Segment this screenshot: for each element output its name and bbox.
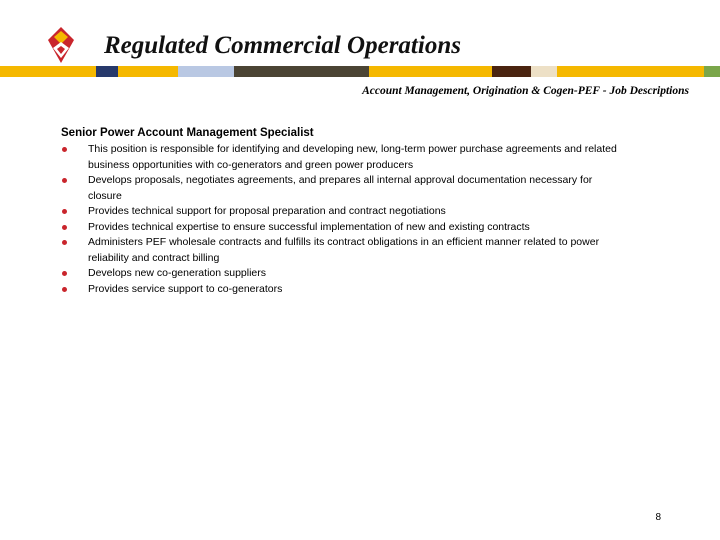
bullet-dot-icon <box>62 147 67 152</box>
bullet-text: Develops proposals, negotiates agreements, and prepares all internal approval documentation necessary for closure <box>88 174 593 202</box>
color-stripe <box>0 66 720 77</box>
stripe-segment <box>369 66 492 77</box>
stripe-segment <box>118 66 178 77</box>
bullet-text: Develops new co-generation suppliers <box>88 267 267 279</box>
job-description <box>61 126 621 297</box>
bullet-text: Provides technical support for proposal preparation and contract negotiations <box>88 205 446 217</box>
stripe-segment <box>557 66 704 77</box>
page-title: Regulated Commercial Operations <box>104 32 461 59</box>
bullet-dot-icon <box>62 240 67 245</box>
bullet-dot-icon <box>62 225 67 230</box>
list-item <box>61 266 621 282</box>
stripe-segment <box>234 66 369 77</box>
stripe-segment <box>492 66 531 77</box>
bullet-list <box>61 142 621 297</box>
bullet-text: Provides service support to co-generators <box>88 282 283 295</box>
page-number: 8 <box>655 512 661 523</box>
list-item <box>61 220 621 236</box>
list-item <box>61 142 621 173</box>
list-item <box>61 282 621 298</box>
bullet-dot-icon <box>62 287 67 292</box>
progress-energy-logo-icon <box>48 27 74 63</box>
stripe-segment <box>531 66 557 77</box>
list-item <box>61 204 621 220</box>
stripe-segment <box>0 66 96 77</box>
list-item <box>61 173 621 204</box>
bullet-dot-icon <box>62 271 67 276</box>
stripe-segment <box>96 66 118 77</box>
bullet-text: Provides technical expertise to ensure successful implementation of new and existing contracts <box>88 220 530 233</box>
bullet-dot-icon <box>62 209 67 214</box>
section-heading: Senior Power Account Management Specialist <box>61 127 314 139</box>
bullet-text: Administers PEF wholesale contracts and fulfills its contract obligations in an efficient manner related to power reliability and contract billing <box>88 236 600 264</box>
stripe-segment <box>178 66 234 77</box>
bullet-text: This position is responsible for identifying and developing new, long-term power purchase agreements and related business opportunities with co-generators and green power producers <box>88 143 617 171</box>
bullet-dot-icon <box>62 178 67 183</box>
page-subtitle: Account Management, Origination & Cogen-PEF - Job Descriptions <box>362 85 689 97</box>
stripe-segment <box>704 66 720 77</box>
list-item <box>61 235 621 266</box>
